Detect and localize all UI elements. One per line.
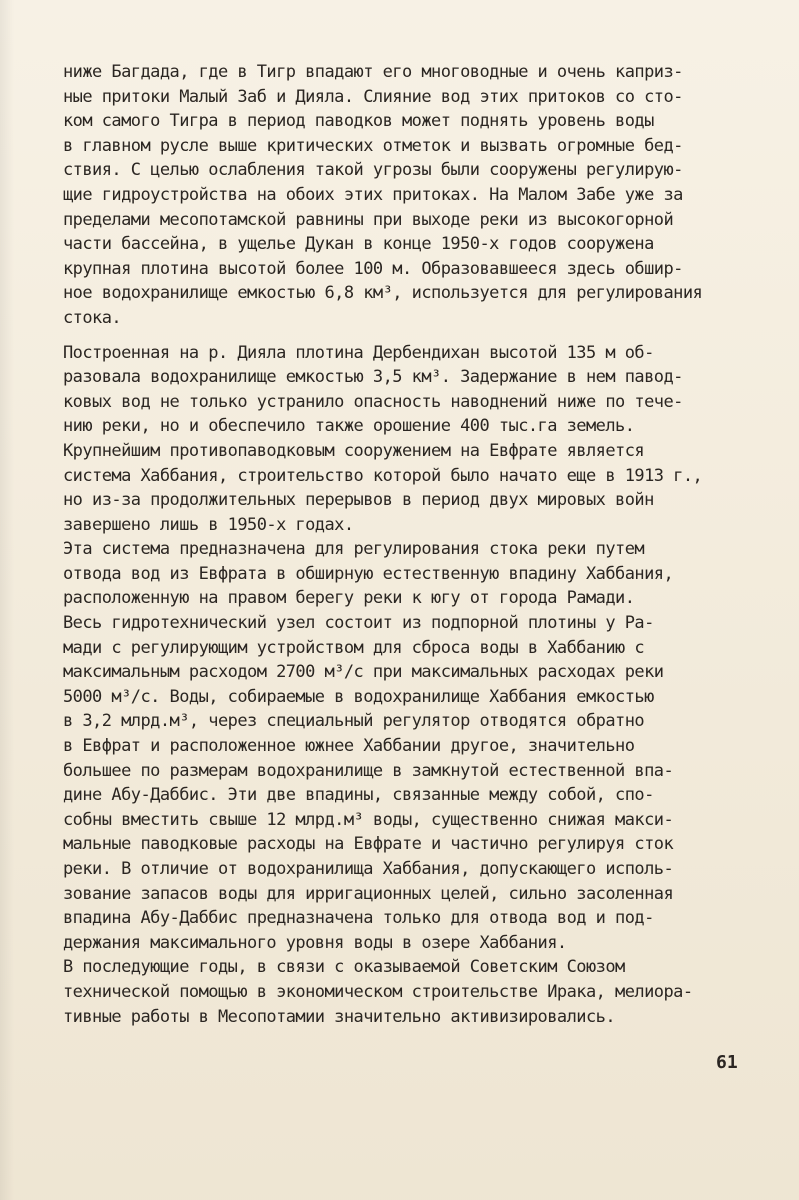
text-line: Построенная на р. Дияла плотина Дербендихан высотой 135 м об- [63, 342, 654, 363]
text-line: впадина Абу-Даббис предназначена только для отвода вод и под- [63, 908, 654, 929]
text-line: ные притоки Малый Заб и Дияла. Слияние вод этих притоков со сто- [63, 86, 683, 107]
text-line: разовала водохранилище емкостью 3,5 км³. Задержание в нем павод- [63, 367, 683, 388]
text-line: ниже Багдада, где в Тигр впадают его многоводные и очень каприз- [63, 62, 683, 82]
text-line: отвода вод из Евфрата в обширную естественную впадину Хаббания, [63, 563, 674, 584]
text-line: ковых вод не только устранило опасность наводнений ниже по тече- [63, 391, 683, 412]
text-line: ствия. С целью ослабления такой угрозы были сооружены регулирую- [63, 160, 683, 181]
text-line: технической помощью в экономическом строительстве Ирака, мелиора- [63, 981, 693, 1002]
text-line: большее по размерам водохранилище в замкнутой естественной впа- [63, 760, 674, 781]
text-line: тивные работы в Месопотамии значительно активизировались. [63, 1006, 616, 1027]
body-text [63, 60, 753, 1029]
text-line: дине Абу-Даббис. Эти две впадины, связанные между собой, спо- [63, 785, 654, 806]
text-line: мади с регулирующим устройством для сброса воды в Хаббанию с [63, 637, 645, 658]
text-line: ное водохранилище емкостью 6,8 км³, используется для регулирования [63, 283, 703, 304]
text-line: собны вместить свыше 12 млрд.м³ воды, существенно снижая макси- [63, 809, 674, 830]
text-line: В последующие годы, в связи с оказываемой Советским Союзом [63, 957, 625, 978]
text-line: мальные паводковые расходы на Евфрате и частично регулируя сток [63, 834, 674, 855]
text-line: зование запасов воды для ирригационных целей, сильно засоленная [63, 883, 674, 904]
text-line: пределами месопотамской равнины при выходе реки из высокогорной [63, 209, 674, 230]
text-line: в Евфрат и расположенное южнее Хаббании другое, значительно [63, 736, 635, 757]
text-line: нию реки, но и обеспечило также орошение 400 тыс.га земель. [63, 416, 635, 437]
text-line: крупная плотина высотой более 100 м. Образовавшееся здесь обшир- [63, 258, 683, 279]
text-line: но из-за продолжительных перерывов в период двух мировых войн [63, 490, 654, 511]
text-line: в 3,2 млрд.м³, через специальный регулятор отводятся обратно [63, 711, 645, 732]
text-line: Эта система предназначена для регулирования стока реки путем [63, 539, 645, 560]
text-line: щие гидроустройства на обоих этих притоках. На Малом Забе уже за [63, 184, 683, 205]
text-line: 5000 м³/с. Воды, собираемые в водохранилище Хаббания емкостью [63, 686, 654, 707]
text-line: завершено лишь в 1950-х годах. [63, 514, 354, 535]
text-line: расположенную на правом берегу реки к югу от города Рамади. [63, 588, 635, 609]
text-line: реки. В отличие от водохранилища Хаббания, допускающего исполь- [63, 859, 674, 879]
text-line: Крупнейшим противопаводковым сооружением на Евфрате является [63, 440, 645, 461]
text-line: максимальным расходом 2700 м³/с при максимальных расходах реки [63, 662, 664, 683]
text-line: стока. [63, 307, 122, 328]
text-line: части бассейна, в ущелье Дукан в конце 1950-х годов сооружена [63, 234, 654, 255]
text-line: Весь гидротехнический узел состоит из подпорной плотины у Ра- [63, 613, 654, 634]
page-number: 61 [716, 1052, 738, 1073]
paragraph-gap [63, 331, 753, 341]
text-line: держания максимального уровня воды в озере Хаббания. [63, 932, 567, 953]
text-line: в главном русле выше критических отметок и вызвать огромные бед- [63, 135, 683, 156]
text-line: система Хаббания, строительство которой было начато еще в 1913 г., [63, 465, 703, 486]
text-line: ком самого Тигра в период паводков может поднять уровень воды [63, 111, 654, 132]
